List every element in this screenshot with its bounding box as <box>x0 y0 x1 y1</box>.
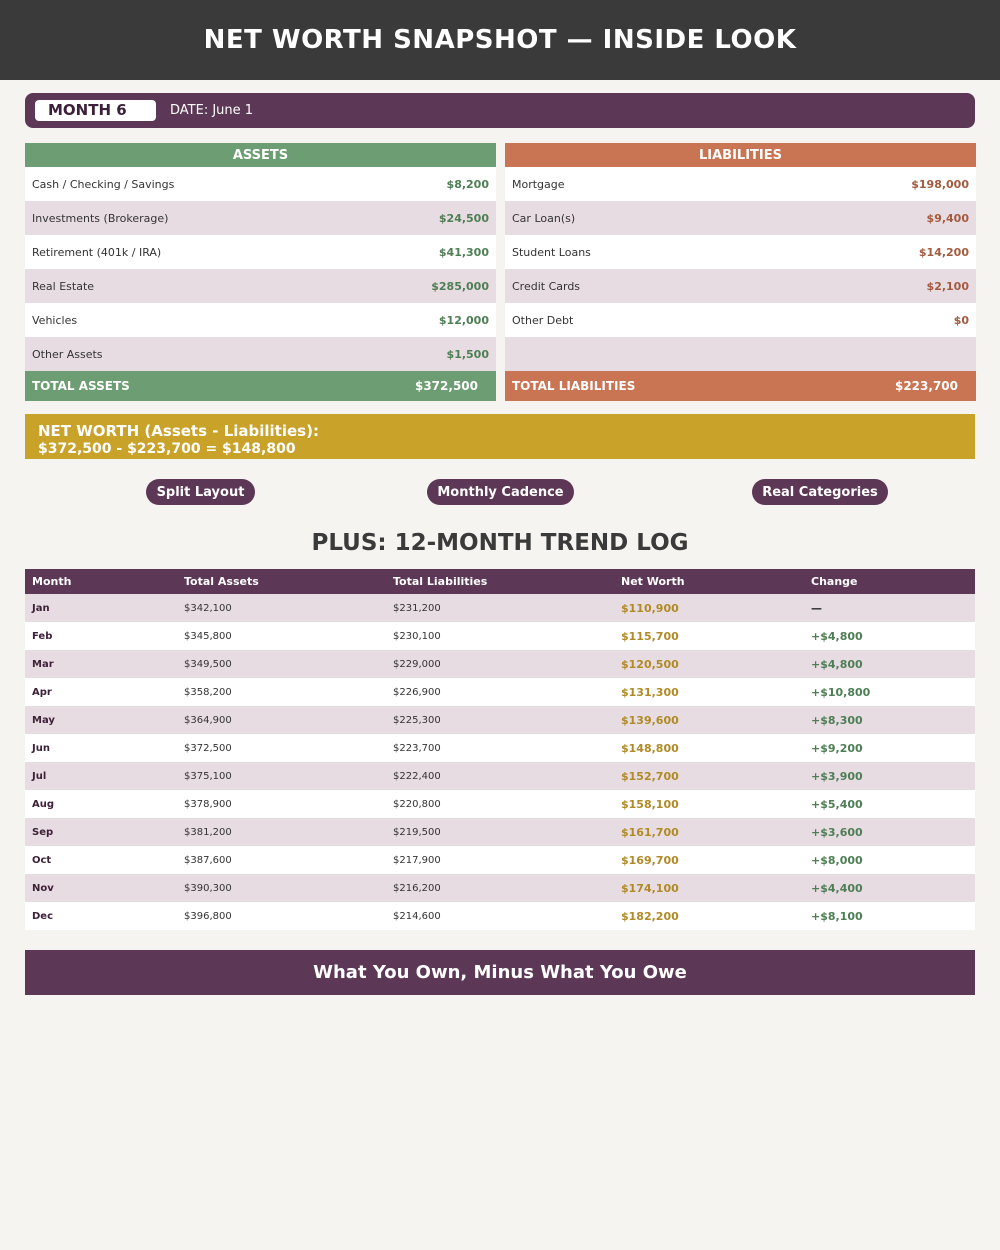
assets-item-value: $12,000 <box>438 313 489 327</box>
liabilities-item-label: Car Loan(s) <box>512 211 576 225</box>
total-assets-cell: $387,600 <box>184 854 232 866</box>
net-worth-cell: $115,700 <box>621 629 679 643</box>
table-row <box>25 902 975 930</box>
total-assets-cell: $381,200 <box>184 826 232 838</box>
trend-header-row <box>25 569 975 594</box>
total-liabilities-cell: $230,100 <box>393 630 441 642</box>
liabilities-total-value: $223,700 <box>894 379 958 393</box>
change-cell: +$4,800 <box>811 629 863 643</box>
assets-item-label: Real Estate <box>32 279 95 293</box>
trend-title: PLUS: 12-MONTH TREND LOG <box>311 530 689 556</box>
assets-row <box>25 167 496 201</box>
liabilities-item-value: $9,400 <box>926 211 969 225</box>
table-row <box>25 818 975 846</box>
change-cell: +$8,300 <box>811 713 863 727</box>
assets-total-label: TOTAL ASSETS <box>32 379 130 393</box>
liabilities-item-value: $0 <box>953 313 969 327</box>
table-row <box>25 594 975 622</box>
assets-row <box>25 303 496 337</box>
month-date: DATE: June 1 <box>170 103 254 118</box>
tag-split-layout: Split Layout <box>146 479 255 505</box>
assets-row <box>25 201 496 235</box>
assets-total-row <box>25 371 496 401</box>
total-liabilities-cell: $222,400 <box>393 770 441 782</box>
month-cell: Feb <box>32 630 53 642</box>
liabilities-row <box>505 235 976 269</box>
assets-row <box>25 269 496 303</box>
table-row <box>25 734 975 762</box>
footer-banner: What You Own, Minus What You Owe <box>25 950 975 995</box>
net-worth-cell: $152,700 <box>621 769 679 783</box>
total-liabilities-cell: $217,900 <box>393 854 441 866</box>
change-cell: +$8,000 <box>811 853 863 867</box>
assets-item-label: Cash / Checking / Savings <box>32 177 175 191</box>
liabilities-item-label: Other Debt <box>512 313 574 327</box>
tag-monthly-cadence: Monthly Cadence <box>427 479 574 505</box>
month-cell: May <box>32 714 55 726</box>
assets-item-label: Vehicles <box>32 313 78 327</box>
total-assets-cell: $390,300 <box>184 882 232 894</box>
change-cell: +$5,400 <box>811 797 863 811</box>
change-cell: +$4,800 <box>811 657 863 671</box>
table-row <box>25 706 975 734</box>
total-assets-cell: $375,100 <box>184 770 232 782</box>
total-assets-cell: $349,500 <box>184 658 232 670</box>
net-worth-cell: $139,600 <box>621 713 679 727</box>
assets-item-label: Investments (Brokerage) <box>32 211 169 225</box>
page-header <box>0 0 1000 80</box>
month-cell: Jul <box>32 770 47 782</box>
liabilities-item-value: $14,200 <box>918 245 969 259</box>
net-worth-equation: $372,500 - $223,700 = $148,800 <box>38 441 296 457</box>
month-cell: Sep <box>32 826 54 838</box>
column-header-total-liabilities: Total Liabilities <box>393 575 488 588</box>
assets-row <box>25 337 496 371</box>
table-row <box>25 678 975 706</box>
column-header-change: Change <box>811 575 858 588</box>
liabilities-panel <box>505 143 976 401</box>
liabilities-item-value: $2,100 <box>926 279 969 293</box>
net-worth-cell: $169,700 <box>621 853 679 867</box>
change-cell: +$3,600 <box>811 825 863 839</box>
assets-item-value: $24,500 <box>438 211 489 225</box>
liabilities-row <box>505 269 976 303</box>
liabilities-item-label: Student Loans <box>512 245 591 259</box>
liabilities-row <box>505 303 976 337</box>
liabilities-item-label: Credit Cards <box>512 279 581 293</box>
table-row <box>25 874 975 902</box>
table-row <box>25 762 975 790</box>
liabilities-row <box>505 167 976 201</box>
liabilities-row <box>505 337 976 371</box>
total-assets-cell: $345,800 <box>184 630 232 642</box>
month-cell: Jan <box>32 602 50 614</box>
assets-item-value: $1,500 <box>446 347 489 361</box>
liabilities-item-value: $198,000 <box>911 177 969 191</box>
table-row <box>25 846 975 874</box>
month-cell: Mar <box>32 658 54 670</box>
change-cell: +$9,200 <box>811 741 863 755</box>
total-liabilities-cell: $219,500 <box>393 826 441 838</box>
total-liabilities-cell: $223,700 <box>393 742 441 754</box>
change-cell: — <box>811 601 822 615</box>
net-worth-box <box>25 414 975 459</box>
total-assets-cell: $372,500 <box>184 742 232 754</box>
net-worth-cell: $110,900 <box>621 601 679 615</box>
total-assets-cell: $342,100 <box>184 602 232 614</box>
total-assets-cell: $364,900 <box>184 714 232 726</box>
column-header-total-assets: Total Assets <box>184 575 259 588</box>
month-cell: Dec <box>32 910 54 922</box>
month-cell: Apr <box>32 686 52 698</box>
total-liabilities-cell: $216,200 <box>393 882 441 894</box>
liabilities-item-label: Mortgage <box>512 177 565 191</box>
trend-table <box>25 569 975 930</box>
page-title: NET WORTH SNAPSHOT — INSIDE LOOK <box>203 25 797 55</box>
column-header-month: Month <box>32 575 72 588</box>
liabilities-header: LIABILITIES <box>505 143 976 167</box>
change-cell: +$8,100 <box>811 909 863 923</box>
total-liabilities-cell: $231,200 <box>393 602 441 614</box>
total-liabilities-cell: $226,900 <box>393 686 441 698</box>
net-worth-cell: $148,800 <box>621 741 679 755</box>
change-cell: +$10,800 <box>811 685 871 699</box>
total-liabilities-cell: $220,800 <box>393 798 441 810</box>
net-worth-cell: $158,100 <box>621 797 679 811</box>
assets-header: ASSETS <box>25 143 496 167</box>
table-row <box>25 650 975 678</box>
total-assets-cell: $396,800 <box>184 910 232 922</box>
total-liabilities-cell: $229,000 <box>393 658 441 670</box>
net-worth-cell: $161,700 <box>621 825 679 839</box>
table-row <box>25 622 975 650</box>
liabilities-row <box>505 201 976 235</box>
total-assets-cell: $358,200 <box>184 686 232 698</box>
assets-item-value: $41,300 <box>438 245 489 259</box>
liabilities-total-label: TOTAL LIABILITIES <box>512 379 636 393</box>
net-worth-cell: $120,500 <box>621 657 679 671</box>
assets-item-label: Other Assets <box>32 347 103 361</box>
month-cell: Jun <box>32 742 50 754</box>
tag-real-categories: Real Categories <box>752 479 888 505</box>
assets-item-label: Retirement (401k / IRA) <box>32 245 162 259</box>
total-liabilities-cell: $214,600 <box>393 910 441 922</box>
table-row <box>25 790 975 818</box>
month-cell: Oct <box>32 854 52 866</box>
assets-item-value: $8,200 <box>446 177 489 191</box>
change-cell: +$4,400 <box>811 881 863 895</box>
change-cell: +$3,900 <box>811 769 863 783</box>
feature-tags <box>0 479 1000 505</box>
net-worth-cell: $182,200 <box>621 909 679 923</box>
liabilities-total-row <box>505 371 976 401</box>
assets-item-value: $285,000 <box>431 279 489 293</box>
month-cell: Nov <box>32 882 54 894</box>
total-assets-cell: $378,900 <box>184 798 232 810</box>
assets-row <box>25 235 496 269</box>
month-badge: MONTH 6 <box>35 100 156 121</box>
net-worth-cell: $131,300 <box>621 685 679 699</box>
column-header-net-worth: Net Worth <box>621 575 685 588</box>
month-bar <box>25 93 975 128</box>
net-worth-label: NET WORTH (Assets - Liabilities): <box>38 422 319 440</box>
assets-total-value: $372,500 <box>414 379 478 393</box>
month-cell: Aug <box>32 798 55 810</box>
net-worth-cell: $174,100 <box>621 881 679 895</box>
total-liabilities-cell: $225,300 <box>393 714 441 726</box>
assets-panel <box>25 143 496 401</box>
